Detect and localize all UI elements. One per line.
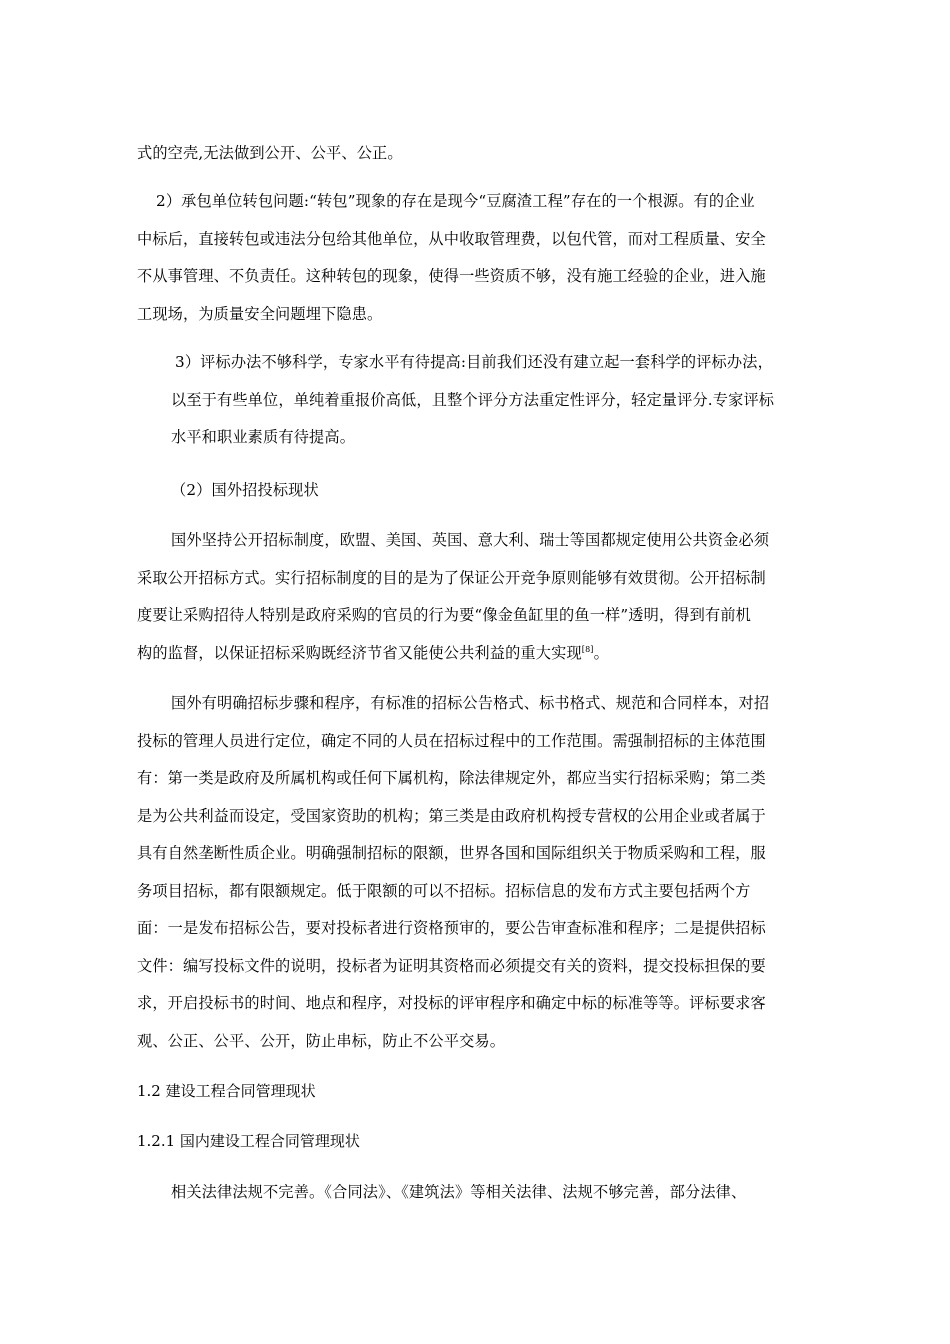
paragraph-line: 相关法律法规不完善。《合同法》、《建筑法》等相关法律、法规不够完善，部分法律、 — [171, 1183, 747, 1201]
paragraph-line: 采取公开招标方式。实行招标制度的目的是为了保证公开竞争原则能够有效贯彻。公开招标制 — [137, 569, 766, 587]
paragraph-line: 3）评标办法不够科学，专家水平有待提高:目前我们还没有建立起一套科学的评标办法， — [175, 353, 773, 371]
subsection-heading: 1.2.1 国内建设工程合同管理现状 — [137, 1132, 360, 1150]
paragraph-text: 构的监督，以保证招标采购既经济节省又能使公共利益的重大实现 — [137, 644, 582, 662]
paragraph-line: 务项目招标，都有限额规定。低于限额的可以不招标。招标信息的发布方式主要包括两个方 — [137, 882, 751, 900]
paragraph-text: 。 — [593, 644, 609, 662]
section-heading: 1.2 建设工程合同管理现状 — [137, 1082, 316, 1100]
subsection-heading: （2）国外招投标现状 — [171, 481, 319, 499]
paragraph-line: 不从事管理、不负责任。这种转包的现象，使得一些资质不够，没有施工经验的企业，进入施 — [137, 267, 766, 285]
paragraph-line: 文件：编写投标文件的说明，投标者为证明其资格而必须提交有关的资料，提交投标担保的要 — [137, 957, 766, 975]
paragraph-line: 求，开启投标书的时间、地点和程序，对投标的评审程序和确定中标的标准等等。评标要求客 — [137, 994, 766, 1012]
paragraph-line: 有：第一类是政府及所属机构或任何下属机构，除法律规定外，都应当实行招标采购；第二类 — [137, 769, 766, 787]
paragraph-line: 具有自然垄断性质企业。明确强制招标的限额，世界各国和国际组织关于物质采购和工程，服 — [137, 844, 766, 862]
paragraph-line: 度要让采购招待人特别是政府采购的官员的行为要“像金鱼缸里的鱼一样”透明，得到有前机 — [137, 606, 751, 624]
paragraph-line: 工现场，为质量安全问题埋下隐患。 — [137, 305, 383, 323]
citation-reference: [8] — [581, 645, 594, 654]
paragraph-line — [137, 643, 609, 663]
paragraph-line: 国外有明确招标步骤和程序，有标准的招标公告格式、标书格式、规范和合同样本，对招 — [171, 694, 770, 712]
paragraph-line: 观、公正、公平、公开，防止串标，防止不公平交易。 — [137, 1032, 506, 1050]
paragraph-line: 2）承包单位转包问题:“转包”现象的存在是现今“豆腐渣工程”存在的一个根源。有的企业 — [156, 192, 755, 210]
paragraph-line: 中标后，直接转包或违法分包给其他单位，从中收取管理费，以包代管，而对工程质量、安全 — [137, 230, 766, 248]
paragraph-line: 以至于有些单位，单纯着重报价高低，且整个评分方法重定性评分，轻定量评分.专家评标 — [171, 391, 775, 409]
paragraph-line: 式的空壳,无法做到公开、公平、公正。 — [137, 144, 403, 162]
paragraph-line: 水平和职业素质有待提高。 — [171, 428, 356, 446]
paragraph-line: 投标的管理人员进行定位，确定不同的人员在招标过程中的工作范围。需强制招标的主体范围 — [137, 732, 766, 750]
paragraph-line: 是为公共利益而设定，受国家资助的机构；第三类是由政府机构授专营权的公用企业或者属于 — [137, 807, 766, 825]
paragraph-line: 国外坚持公开招标制度，欧盟、美国、英国、意大利、瑞士等国都规定使用公共资金必须 — [171, 531, 770, 549]
paragraph-line: 面：一是发布招标公告，要对投标者进行资格预审的，要公告审查标准和程序；二是提供招标 — [137, 919, 766, 937]
